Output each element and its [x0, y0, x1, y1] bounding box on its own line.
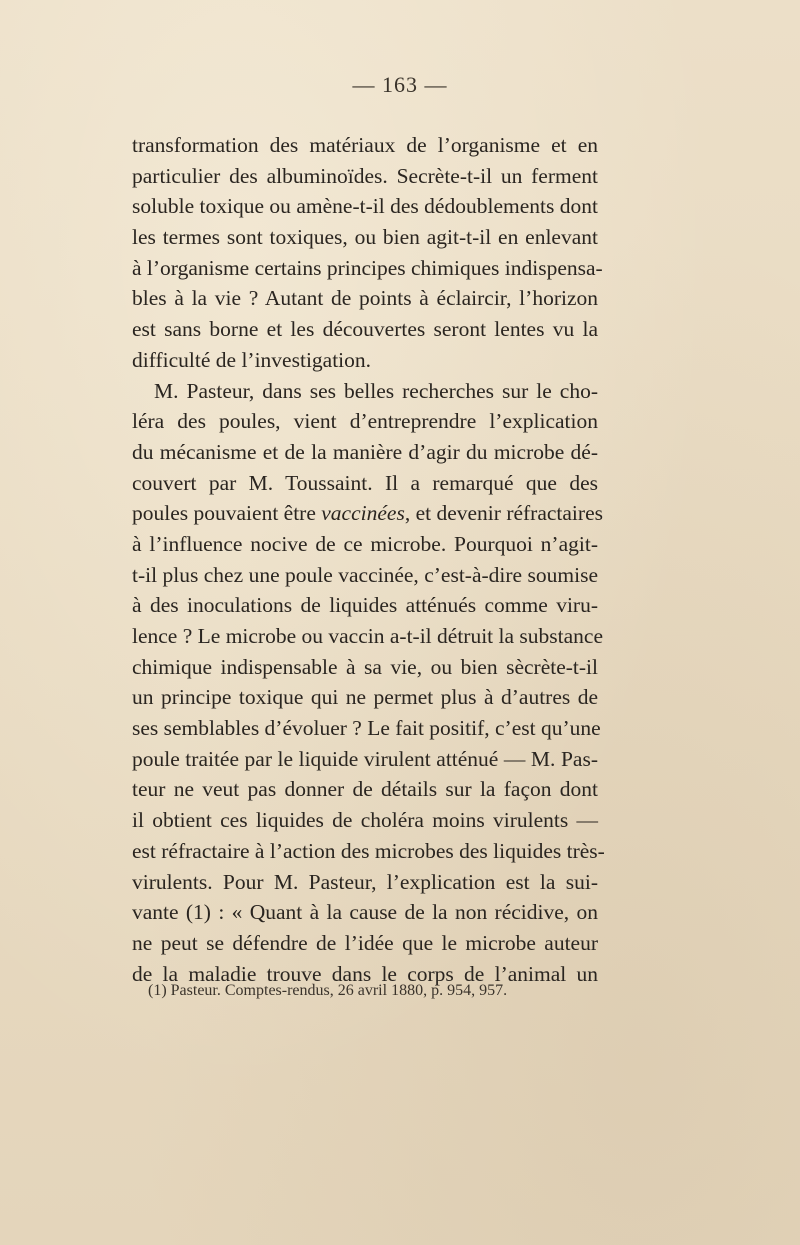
text-line: transformation des matériaux de l’organisme et en	[132, 133, 598, 157]
text-line: bles à la vie ? Autant de points à éclaircir, l’horizon	[132, 286, 598, 311]
text-line-italic-word	[132, 498, 603, 529]
text-line: à des inoculations de liquides atténués comme viru-	[132, 593, 598, 618]
text-line: couvert par M. Toussaint. Il a remarqué que des	[132, 470, 598, 495]
text-line: les termes sont toxiques, ou bien agit-t-il en enlevant	[132, 225, 598, 250]
text-line: vante (1) : « Quant à la cause de la non récidive, on	[132, 900, 598, 925]
italic-word: vaccinées	[321, 501, 405, 526]
text-line: M. Pasteur, dans ses belles recherches sur le cho-	[154, 378, 598, 403]
text-line: de la maladie trouve dans le corps de l’animal un	[132, 961, 598, 986]
text-line: est réfractaire à l’action des microbes des liquides très-	[132, 838, 605, 863]
page-number: — 163 —	[352, 72, 448, 97]
text-fragment: , et devenir réfractaires	[404, 501, 603, 526]
text-line: particulier des albuminoïdes. Secrète-t-il un ferment	[132, 163, 598, 188]
text-fragment: poules pouvaient être	[132, 501, 322, 526]
text-line: difficulté de l’investigation.	[132, 347, 372, 372]
text-line: virulents. Pour M. Pasteur, l’explication est la sui-	[132, 869, 598, 894]
text-line: chimique indispensable à sa vie, ou bien sècrète-t-il	[132, 654, 598, 679]
text-line: teur ne veut pas donner de détails sur la façon dont	[132, 777, 598, 802]
text-line: un principe toxique qui ne permet plus à d’autres de	[132, 685, 598, 710]
footnote: (1) Pasteur. Comptes-rendus, 26 avril 1880, p. 954, 957.	[148, 982, 508, 999]
text-line: il obtient ces liquides de choléra moins virulents —	[132, 808, 598, 833]
text-line: soluble toxique ou amène-t-il des dédoublements dont	[132, 194, 598, 219]
text-line: à l’organisme certains principes chimiques indispensa-	[132, 255, 603, 280]
text-line: lence ? Le microbe ou vaccin a-t-il détruit la substance	[132, 624, 603, 648]
text-line: est sans borne et les découvertes seront lentes vu la	[132, 317, 598, 342]
text-line: t-il plus chez une poule vaccinée, c’est-à-dire soumise	[132, 562, 598, 587]
body-text	[132, 130, 605, 989]
text-line: ses semblables d’évoluer ? Le fait positif, c’est qu’une	[132, 716, 601, 741]
text-line: léra des poules, vient d’entreprendre l’explication	[132, 409, 598, 434]
text-line: poule traitée par le liquide virulent atténué — M. Pas-	[132, 746, 598, 771]
text-line: ne peut se défendre de l’idée que le microbe auteur	[132, 930, 598, 955]
text-line: à l’influence nocive de ce microbe. Pourquoi n’agit-	[132, 531, 598, 556]
text-line: du mécanisme et de la manière d’agir du microbe dé-	[132, 439, 598, 464]
